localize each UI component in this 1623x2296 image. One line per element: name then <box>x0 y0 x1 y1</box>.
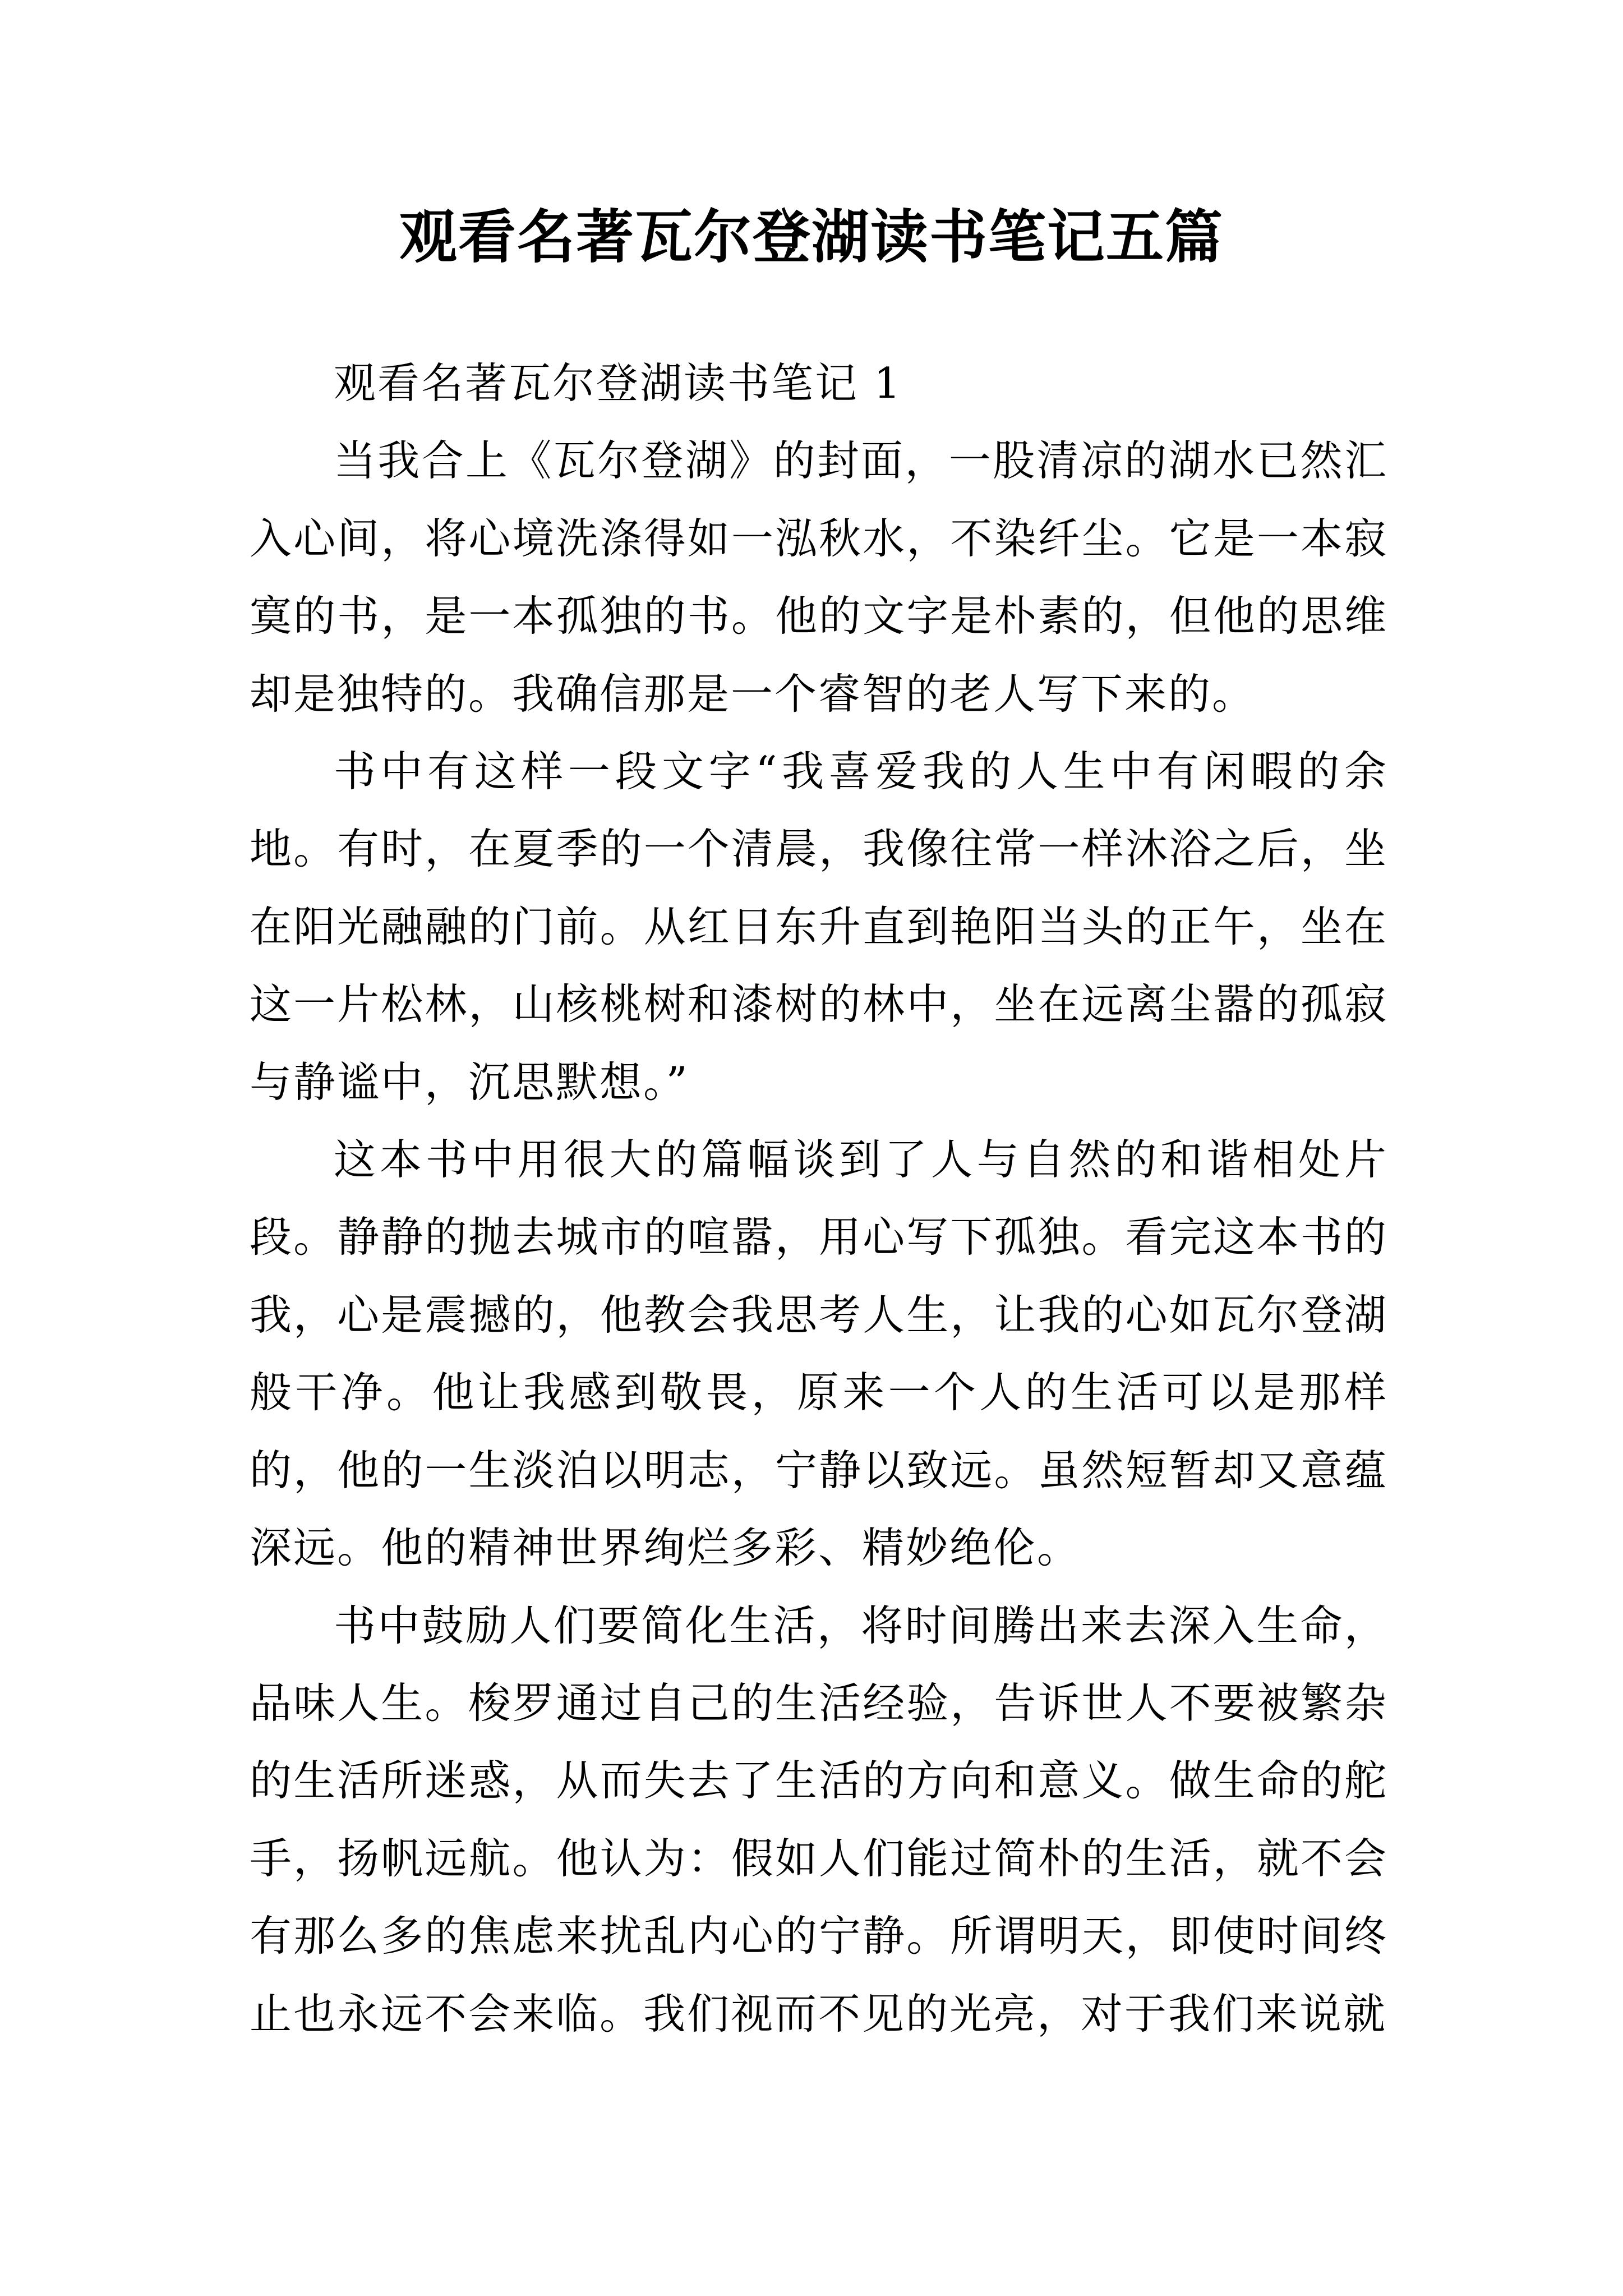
document-body <box>250 344 1388 2053</box>
paragraph-4: 书中鼓励人们要简化生活，将时间腾出来去深入生命，品味人生。梭罗通过自己的生活经验，告诉世人不要被繁杂的生活所迷惑，从而失去了生活的方向和意义。做生命的舵手，扬帆远航。他认为：假如人们能过简朴的生活，就不会有那么多的焦虑来扰乱内心的宁静。所谓明天，即使时间终止也永远不会来临。我们视而不见的光亮，对于我们来说就 <box>250 1600 1388 2039</box>
section-heading: 观看名著瓦尔登湖读书笔记 1 <box>334 358 902 408</box>
document-title: 观看名著瓦尔登湖读书笔记五篇 <box>399 204 1224 271</box>
paragraph-3: 这本书中用很大的篇幅谈到了人与自然的和谐相处片段。静静的抛去城市的喧嚣，用心写下孤独。看完这本书的我，心是震撼的，他教会我思考人生，让我的心如瓦尔登湖般干净。他让我感到敬畏，原来一个人的生活可以是那样的，他的一生淡泊以明志，宁静以致远。虽然短暂却又意蕴深远。他的精神世界绚烂多彩、精妙绝伦。 <box>250 1135 1388 1573</box>
paragraph-2: 书中有这样一段文字“我喜爱我的人生中有闲暇的余地。有时，在夏季的一个清晨，我像往常一样沐浴之后，坐在阳光融融的门前。从红日东升直到艳阳当头的正午，坐在这一片松林，山核桃树和漆树的林中，坐在远离尘嚣的孤寂与静谧中，沉思默想。” <box>250 747 1388 1107</box>
paragraph-1: 当我合上《瓦尔登湖》的封面，一股清凉的湖水已然汇入心间，将心境洗涤得如一泓秋水，不染纤尘。它是一本寂寞的书，是一本孤独的书。他的文字是朴素的，但他的思维却是独特的。我确信那是一个睿智的老人写下来的。 <box>250 436 1388 719</box>
